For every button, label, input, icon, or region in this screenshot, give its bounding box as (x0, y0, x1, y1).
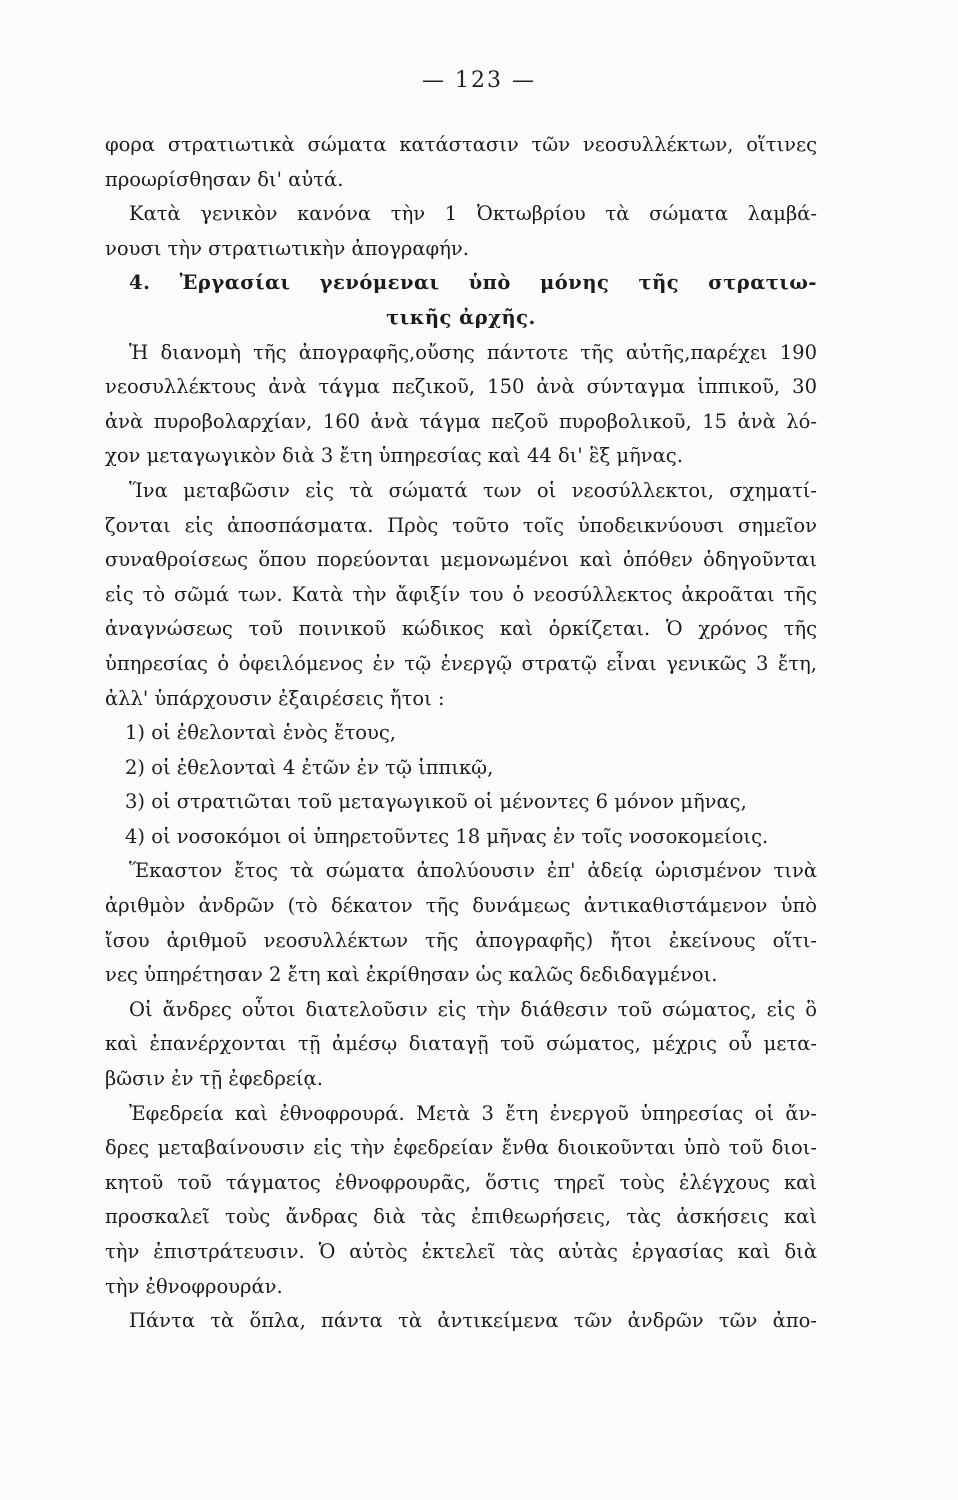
text-line: νουσι τὴν στρατιωτικὴν ἀπογραφήν. (105, 236, 469, 260)
text-line: συναθροίσεως ὅπου πορεύονται μεμονωμένοι καὶ ὁπόθεν ὁδηγοῦνται (105, 548, 817, 572)
text-line: Ἐφεδρεία καὶ ἐθνοφρουρά. Μετὰ 3 ἔτη ἐνεργοῦ ὑπηρεσίας οἱ ἄν- (129, 1101, 817, 1125)
text-line: προσκαλεῖ τοὺς ἄνδρας διὰ τὰς ἐπιθεωρήσεις, τὰς ἀσκήσεις καὶ (105, 1205, 817, 1229)
text-line: ἀλλ' ὑπάρχουσιν ἐξαιρέσεις ἤτοι : (105, 686, 445, 710)
list-item: 1) οἱ ἐθελονταὶ ἑνὸς ἔτους, (125, 721, 397, 745)
text-line: τὴν ἐθνοφρουράν. (105, 1274, 283, 1298)
text-line: ἴσου ἀριθμοῦ νεοσυλλέκτων τῆς ἀπογραφῆς) ἤτοι ἐκείνους οἵτι- (105, 928, 817, 952)
text-line: ἀνὰ πυροβολαρχίαν, 160 ἀνὰ τάγμα πεζοῦ πυροβολικοῦ, 15 ἀνὰ λό- (105, 409, 817, 433)
text-line: νεοσυλλέκτους ἀνὰ τάγμα πεζικοῦ, 150 ἀνὰ σύνταγμα ἱππικοῦ, 30 (105, 375, 817, 399)
text-line: ἀριθμὸν ἀνδρῶν (τὸ δέκατον τῆς δυνάμεως ἀντικαθιστάμενον ὑπὸ (105, 894, 817, 918)
text-line: βῶσιν ἐν τῇ ἐφεδρείᾳ. (105, 1067, 323, 1091)
text-line: κητοῦ τοῦ τάγματος ἐθνοφρουρᾶς, ὅστις τηρεῖ τοὺς ἐλέγχους καὶ (105, 1170, 817, 1194)
text-line: ζονται εἰς ἀποσπάσματα. Πρὸς τοῦτο τοῖς ὑποδεικνύουσι σημεῖον (105, 513, 817, 537)
text-line: Ἕκαστον ἔτος τὰ σώματα ἀπολύουσιν ἐπ' ἀδείᾳ ὡρισμένον τινὰ (129, 859, 817, 883)
page-number: — 123 — (422, 68, 536, 93)
text-line: Πάντα τὰ ὅπλα, πάντα τὰ ἀντικείμενα τῶν ἀνδρῶν τῶν ἀπο- (129, 1309, 817, 1333)
text-line: Οἱ ἄνδρες οὗτοι διατελοῦσιν εἰς τὴν διάθεσιν τοῦ σώματος, εἰς ὃ (129, 997, 817, 1021)
text-line: ἀναγνώσεως τοῦ ποινικοῦ κώδικος καὶ ὁρκίζεται. Ὁ χρόνος τῆς (105, 617, 817, 641)
text-line: φορα στρατιωτικὰ σώματα κατάστασιν τῶν νεοσυλλέκτων, οἵτινες (105, 133, 817, 156)
text-line: Ἡ διανομὴ τῆς ἀπογραφῆς,οὔσης πάντοτε τῆς αὐτῆς,παρέχει 190 (129, 340, 817, 364)
text-line: καὶ ἐπανέρχονται τῇ ἀμέσῳ διαταγῇ τοῦ σώματος, μέχρις οὗ μετα- (105, 1032, 817, 1056)
text-line: τὴν ἐπιστράτευσιν. Ὁ αὐτὸς ἐκτελεῖ τὰς αὐτὰς ἐργασίας καὶ διὰ (105, 1240, 817, 1263)
text-line: Κατὰ γενικὸν κανόνα τὴν 1 Ὀκτωβρίου τὰ σώματα λαμβά- (129, 202, 817, 226)
text-line: νες ὑπηρέτησαν 2 ἔτη καὶ ἐκρίθησαν ὡς καλῶς δεδιδαγμένοι. (105, 963, 718, 987)
text-line: δρες μεταβαίνουσιν εἰς τὴν ἐφεδρείαν ἔνθα διοικοῦνται ὑπὸ τοῦ διοι- (105, 1136, 817, 1160)
text-line: προωρίσθησαν δι' αὐτά. (105, 167, 344, 191)
text-line: ὑπηρεσίας ὁ ὀφειλόμενος ἐν τῷ ἐνεργῷ στρατῷ εἶναι γενικῶς 3 ἔτη, (105, 651, 817, 675)
list-item: 2) οἱ ἐθελονταὶ 4 ἐτῶν ἐν τῷ ἱππικῷ, (125, 755, 494, 779)
section-heading-continuation: τικῆς ἀρχῆς. (386, 305, 536, 329)
list-item: 3) οἱ στρατιῶται τοῦ μεταγωγικοῦ οἱ μένοντες 6 μόνον μῆνας, (125, 790, 747, 814)
text-line: εἰς τὸ σῶμά των. Κατὰ τὴν ἄφιξίν του ὁ νεοσύλλεκτος ἀκροᾶται τῆς (105, 582, 817, 606)
text-line: χον μεταγωγικὸν διὰ 3 ἔτη ὑπηρεσίας καὶ 44 δι' ἓξ μῆνας. (105, 444, 683, 468)
body-text (105, 128, 817, 1339)
text-line: Ἵνα μεταβῶσιν εἰς τὰ σώματά των οἱ νεοσύλλεκτοι, σχηματί- (129, 478, 817, 502)
list-item: 4) οἱ νοσοκόμοι οἱ ὑπηρετοῦντες 18 μῆνας ἐν τοῖς νοσοκομείοις. (125, 824, 769, 848)
section-heading: 4. Ἐργασίαι γενόμεναι ὑπὸ μόνης τῆς στρατιω- (129, 271, 817, 295)
